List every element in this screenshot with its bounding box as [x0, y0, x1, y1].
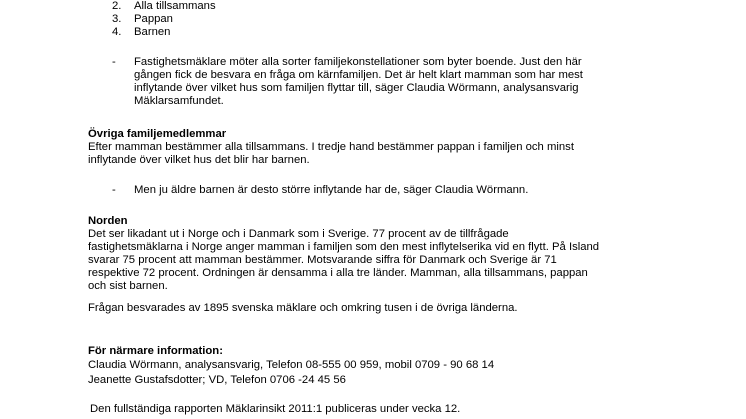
paragraph-line: Det ser likadant ut i Norge och i Danmark som i Sverige. 77 procent av de tillfrågade	[88, 228, 509, 240]
list-number: 3.	[112, 13, 122, 25]
paragraph-line: Frågan besvarades av 1895 svenska mäklare och omkring tusen i de övriga länderna.	[88, 302, 518, 314]
paragraph-line: inflytande över vilket hus det blir har barnen.	[88, 154, 310, 166]
list-text: Alla tillsammans	[134, 0, 216, 12]
section-heading: Övriga familjemedlemmar	[88, 128, 227, 140]
paragraph-line: och sist barnen.	[88, 280, 168, 292]
section-heading: Norden	[88, 215, 128, 227]
quote-line: Men ju äldre barnen är desto större inflytande har de, säger Claudia Wörmann.	[134, 184, 529, 196]
quote-line: Mäklarsamfundet.	[134, 95, 224, 107]
contact-line: Claudia Wörmann, analysansvarig, Telefon 08-555 00 959, mobil 0709 - 90 68 14	[88, 359, 495, 371]
section-heading: För närmare information:	[88, 345, 223, 357]
list-number: 2.	[112, 0, 122, 12]
quote-line: inflytande över vilket hus som familjen flyttar till, säger Claudia Wörmann, analysansvarig	[134, 82, 579, 94]
paragraph-line: fastighetsmäklarna i Norge anger mamman i familjen som den mest inflytelserika vid en flytt. På Island	[88, 241, 600, 253]
quote-dash: -	[112, 184, 116, 196]
list-text: Barnen	[134, 26, 171, 38]
paragraph-line: Efter mamman bestämmer alla tillsammans. I tredje hand bestämmer pappan i familjen och minst	[88, 141, 574, 153]
list-text: Pappan	[134, 13, 173, 25]
footer-note: Den fullständiga rapporten Mäklarinsikt 2011:1 publiceras under vecka 12.	[90, 403, 461, 415]
quote-dash: -	[112, 56, 116, 68]
list-number: 4.	[112, 26, 122, 38]
contact-line: Jeanette Gustafsdotter; VD, Telefon 0706 -24 45 56	[88, 374, 346, 386]
paragraph-line: respektive 72 procent. Ordningen är densamma i alla tre länder. Mamman, alla tillsammans, pappan	[88, 267, 588, 279]
quote-line: gången fick de besvara en fråga om kärnfamiljen. Det är helt klart mamman som har mest	[134, 69, 583, 81]
quote-line: Fastighetsmäklare möter alla sorter familjekonstellationer som byter boende. Just den här	[134, 56, 582, 68]
paragraph-line: svarar 75 procent att mamman bestämmer. Motsvarande siffra för Danmark och Sverige är 71	[88, 254, 557, 266]
